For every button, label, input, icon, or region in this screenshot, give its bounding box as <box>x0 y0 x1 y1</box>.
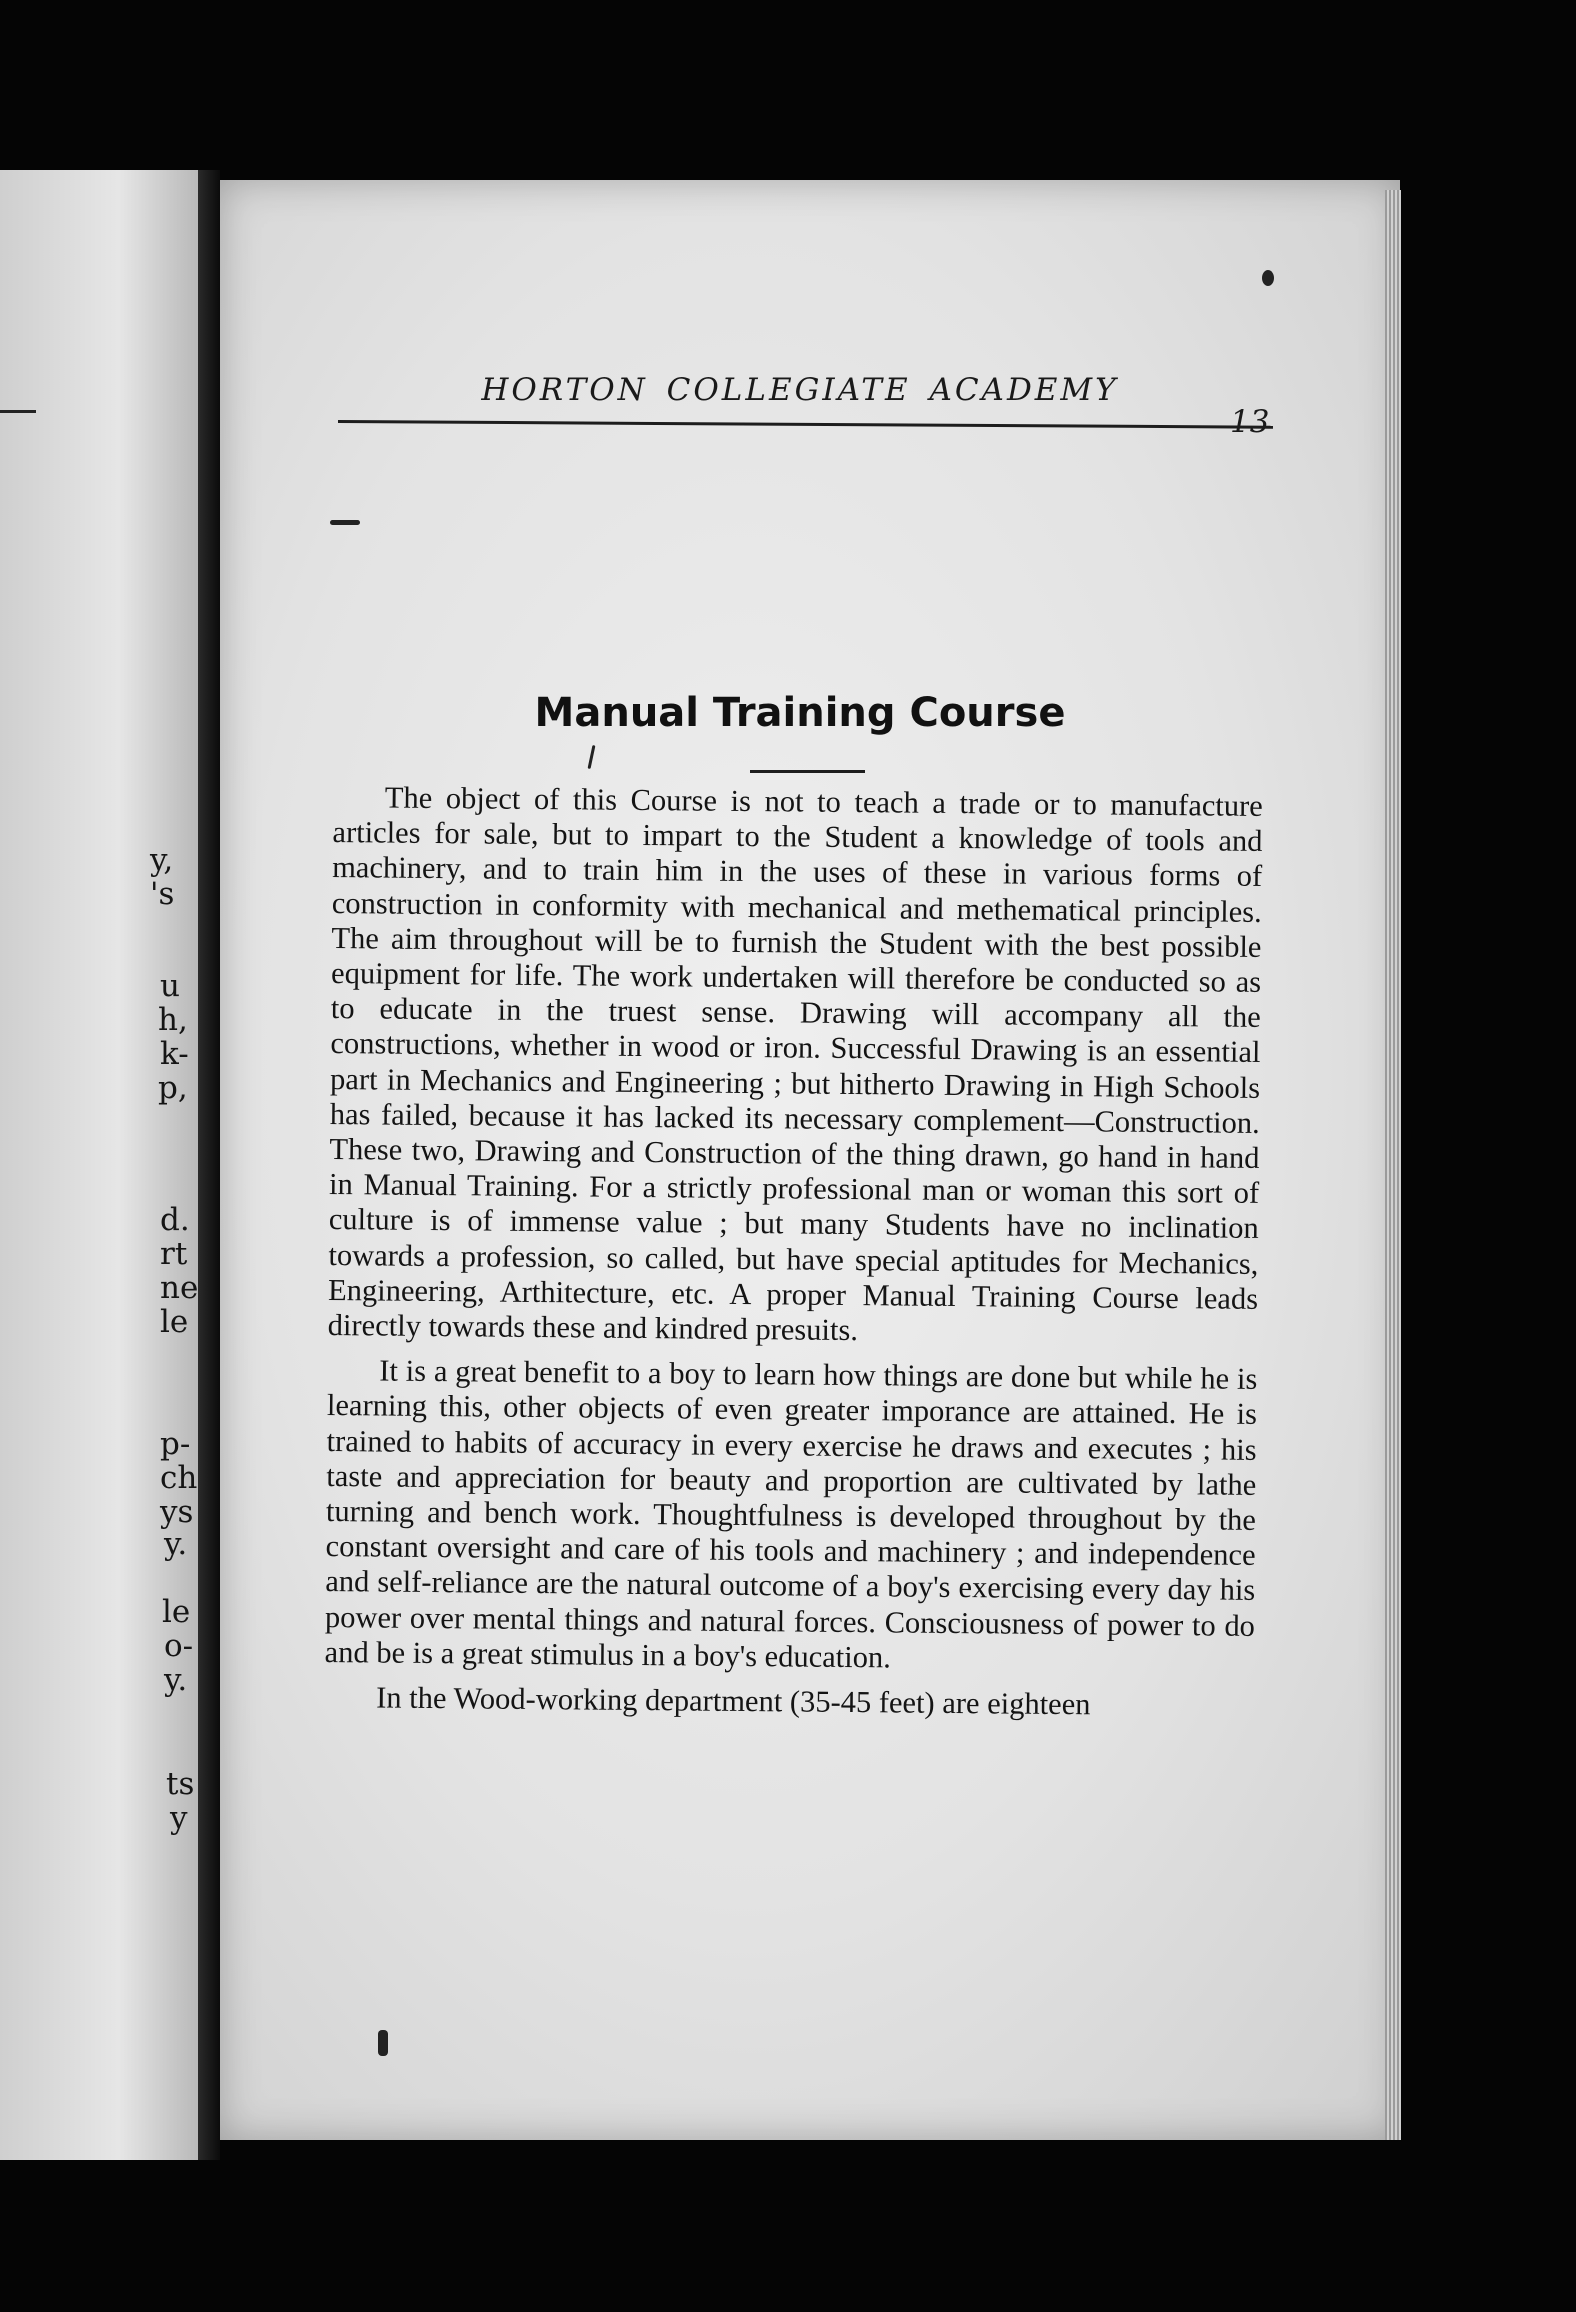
left-fragment: rt <box>160 1236 188 1272</box>
left-fragment: y <box>170 1800 188 1836</box>
paragraph: The object of this Course is not to teach a trade or to manufacture articles for sale, but to impart to the Student a knowledge of tools and machinery, and to train him in the uses of these in various forms of construction in conformity with mechanical and methematical principles. The aim throughout will be to furnish the Student with the best possible equipment for life. The work undertaken will therefore be conducted so as to educate in the truest sense. Drawing will accompany all the constructions, whether in wood or iron. Successful Drawing is an essential part in Mechanics and Engineering ; but hitherto Drawing in High Schools has failed, because it has lacked its necessary complement—Construction. These two, Drawing and Construction of the thing drawn, go hand in hand in Manual Training. For a strictly professional man or woman this sort of culture is of immense value ; but many Students have no inclination towards a profession, so called, but have special aptitudes for Mechanics, Engineering, Arthitecture, etc. A proper Manual Training Course leads directly towards these and kindred presuits. <box>327 780 1263 1348</box>
left-fragment: ys <box>160 1494 194 1530</box>
left-fragment: d. <box>160 1202 190 1238</box>
ink-speck <box>330 520 360 525</box>
left-page-fragment <box>0 170 198 2160</box>
left-fragment: y. <box>164 1526 188 1562</box>
left-fragment: 's <box>150 876 175 912</box>
paragraph: In the Wood-working department (35-45 feet) are eighteen <box>376 1680 1091 1722</box>
paragraph: It is a great benefit to a boy to learn how things are done but while he is learning this, other objects of even greater imporance are attained. He is trained to habits of accuracy in every exercise he draws and executes ; his taste and appreciation for beauty and proportion are cultivated by lathe turning and bench work. Thoughtfulness is developed throughout by the constant oversight and care of his tools and machinery ; and independence and self-reliance are the natural outcome of a boy's exercising every day his power over mental things and natural forces. Consciousness of power to do and be is a great stimulus in a boy's education. <box>324 1353 1258 1675</box>
ink-speck <box>378 2030 388 2056</box>
left-fragment: p, <box>158 1070 188 1106</box>
ink-speck <box>1262 270 1274 286</box>
section-title: Manual Training Course <box>534 690 1066 736</box>
page-number: 13 <box>1230 404 1270 440</box>
left-fragment: y, <box>150 842 174 878</box>
book-gutter <box>198 170 220 2160</box>
body-text <box>324 780 1263 1734</box>
left-fragment: ne <box>160 1270 198 1306</box>
left-fragment: h, <box>158 1002 188 1038</box>
title-rule <box>750 770 865 773</box>
left-fragment: y. <box>164 1662 188 1698</box>
left-fragment: le <box>160 1304 189 1340</box>
left-fragment: u <box>160 968 180 1004</box>
left-fragment: ch <box>160 1460 198 1496</box>
left-fragment: o- <box>164 1628 194 1664</box>
left-fragment: k- <box>160 1036 189 1072</box>
left-fragment: p- <box>160 1426 191 1462</box>
page-edge <box>1385 190 1401 2140</box>
left-fragment: le <box>162 1594 191 1630</box>
left-fragment: ts <box>166 1766 195 1802</box>
running-head: HORTON COLLEGIATE ACADEMY <box>481 372 1119 408</box>
left-page-rule <box>0 410 36 413</box>
